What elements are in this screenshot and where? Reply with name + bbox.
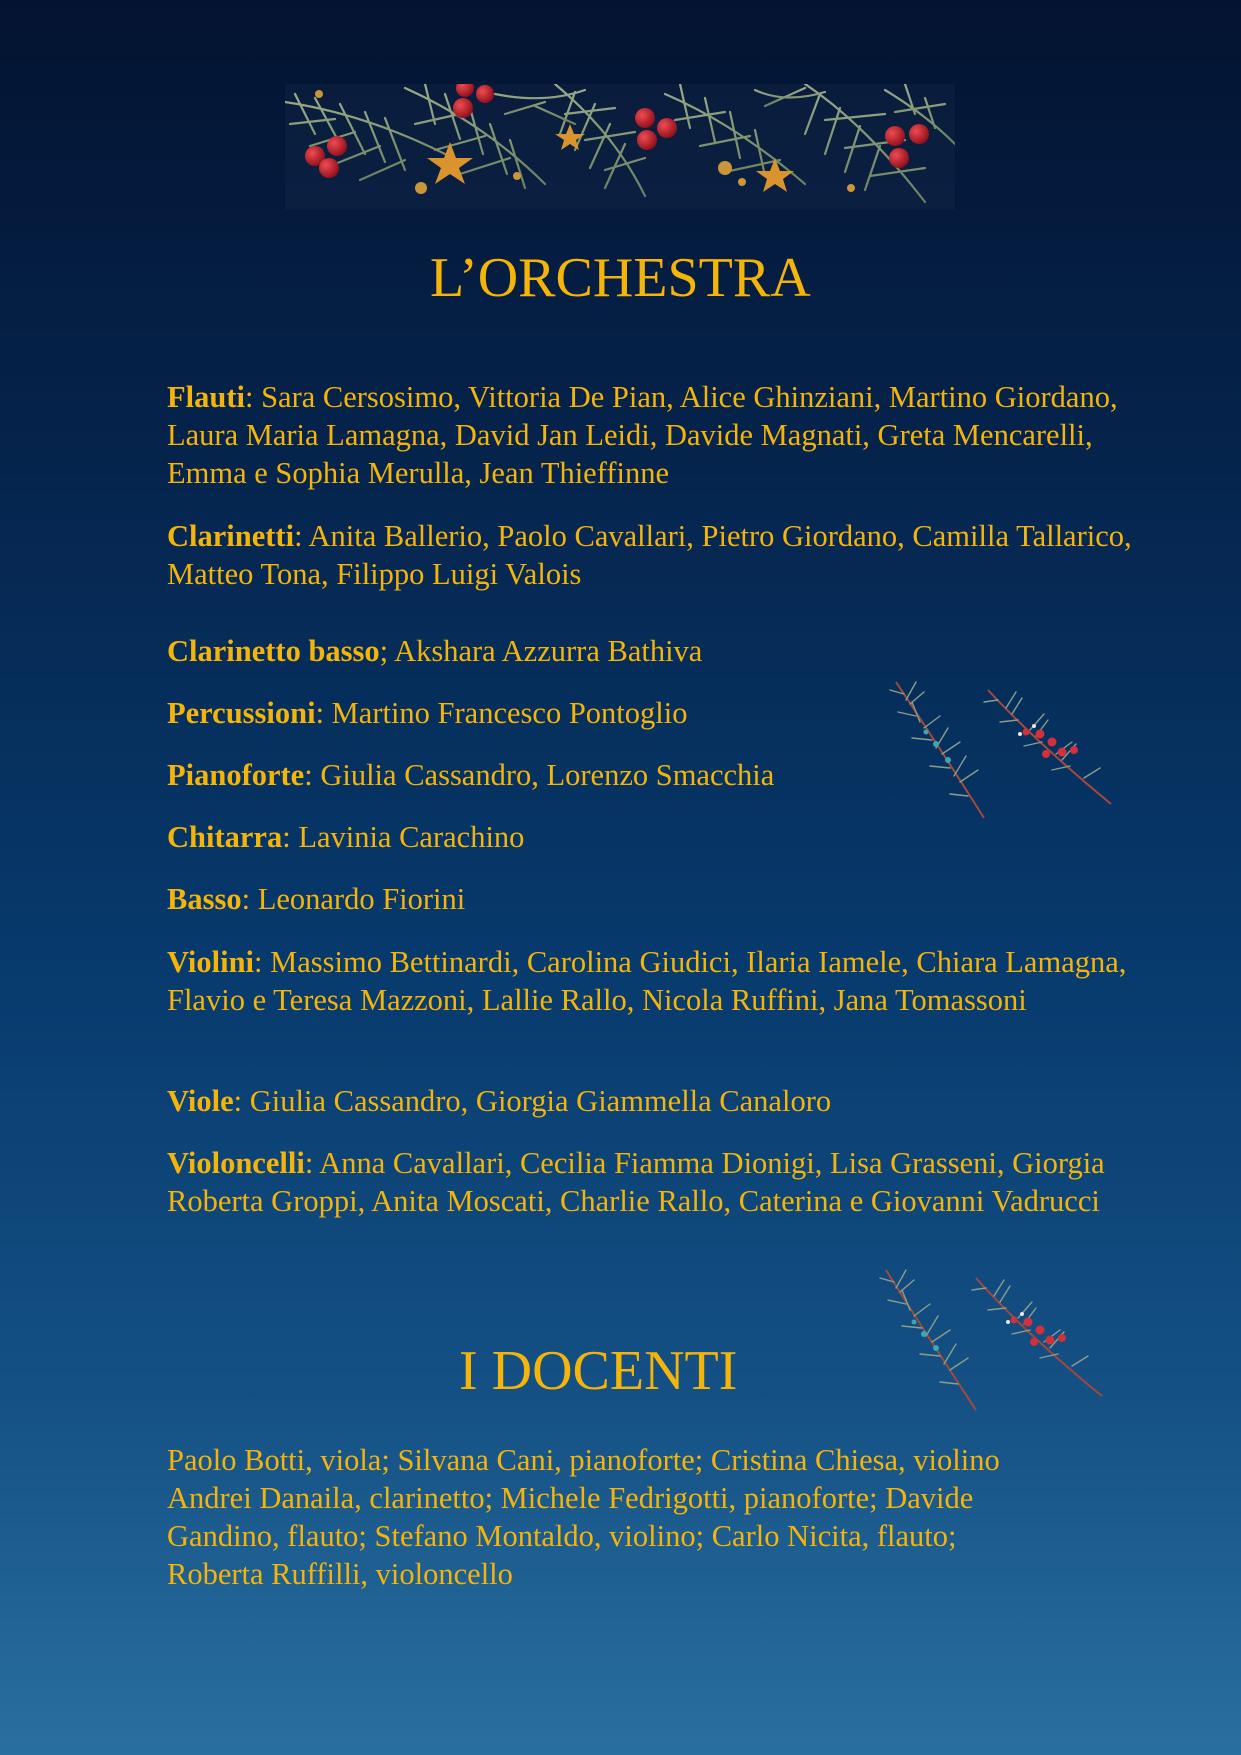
- section-clarinetti: [167, 517, 1167, 593]
- docenti-line: Gandino, flauto; Stefano Montaldo, violino; Carlo Nicita, flauto;: [167, 1519, 957, 1553]
- docenti-line: Andrei Danaila, clarinetto; Michele Fedrigotti, pianoforte; Davide: [167, 1481, 974, 1515]
- docenti-line: Paolo Botti, viola; Silvana Cani, pianoforte; Cristina Chiesa, violino: [167, 1443, 1000, 1477]
- section-chitarra: [167, 818, 1167, 856]
- section-label: Clarinetti: [167, 519, 295, 553]
- section-violoncelli: [167, 1144, 1167, 1220]
- section-label: Flauti: [167, 380, 245, 414]
- section-names: Giulia Cassandro, Lorenzo Smacchia: [312, 758, 775, 792]
- section-basso: [167, 880, 1167, 918]
- juniper-sprig-icon: [866, 1264, 1106, 1414]
- section-label: Clarinetto basso: [167, 634, 380, 668]
- section-label: Pianoforte: [167, 758, 305, 792]
- section-separator: :: [304, 1146, 314, 1180]
- section-separator: :: [241, 882, 251, 916]
- section-names: Massimo Bettinardi, Carolina Giudici, Ilaria Iamele, Chiara Lamagna, Flavio e Teresa Mazzoni, Lallie Rallo, Nicola Ruffini, Jana Tomassoni: [167, 945, 1127, 1017]
- section-flauti: [167, 378, 1167, 492]
- docenti-title: I DOCENTI: [459, 1340, 738, 1402]
- section-separator: :: [294, 519, 303, 553]
- section-names: Akshara Azzurra Bathiva: [388, 634, 703, 668]
- section-names: Giulia Cassandro, Giorgia Giammella Canaloro: [242, 1084, 832, 1118]
- section-separator: :: [315, 696, 325, 730]
- docenti-line: Roberta Ruffilli, violoncello: [167, 1557, 513, 1591]
- orchestra-title: L’ORCHESTRA: [430, 247, 811, 309]
- section-label: Viole: [167, 1084, 234, 1118]
- section-separator: :: [244, 380, 254, 414]
- section-clarinetto-basso: [167, 632, 1167, 670]
- section-label: Violini: [167, 945, 255, 979]
- section-label: Percussioni: [167, 696, 316, 730]
- juniper-sprig-icon: [876, 672, 1116, 822]
- section-separator: :: [233, 1084, 243, 1118]
- section-separator: ;: [379, 634, 389, 668]
- section-names: Anna Cavallari, Cecilia Fiamma Dionigi, Lisa Grasseni, Giorgia Roberta Groppi, Anita Moscati, Charlie Rallo, Caterina e Giovanni Vadrucci: [167, 1146, 1105, 1218]
- docenti-list: [167, 1441, 1167, 1593]
- section-label: Chitarra: [167, 820, 283, 854]
- section-separator: :: [304, 758, 313, 792]
- section-names: Martino Francesco Pontoglio: [324, 696, 688, 730]
- pine-garland-icon: [285, 84, 955, 210]
- section-label: Basso: [167, 882, 242, 916]
- section-names: Lavinia Carachino: [290, 820, 525, 854]
- section-separator: :: [282, 820, 291, 854]
- section-violini: [167, 943, 1167, 1019]
- section-names: Sara Cersosimo, Vittoria De Pian, Alice Ghinziani, Martino Giordano, Laura Maria Lamagna, David Jan Leidi, Davide Magnati, Greta Mencarelli, Emma e Sophia Merulla, Jean Thieffinne: [167, 380, 1118, 490]
- section-label: Violoncelli: [167, 1146, 305, 1180]
- section-names: Anita Ballerio, Paolo Cavallari, Pietro Giordano, Camilla Tallarico, Matteo Tona, Filippo Luigi Valois: [167, 519, 1132, 591]
- section-separator: :: [254, 945, 263, 979]
- section-viole: [167, 1082, 1167, 1120]
- section-names: Leonardo Fiorini: [250, 882, 466, 916]
